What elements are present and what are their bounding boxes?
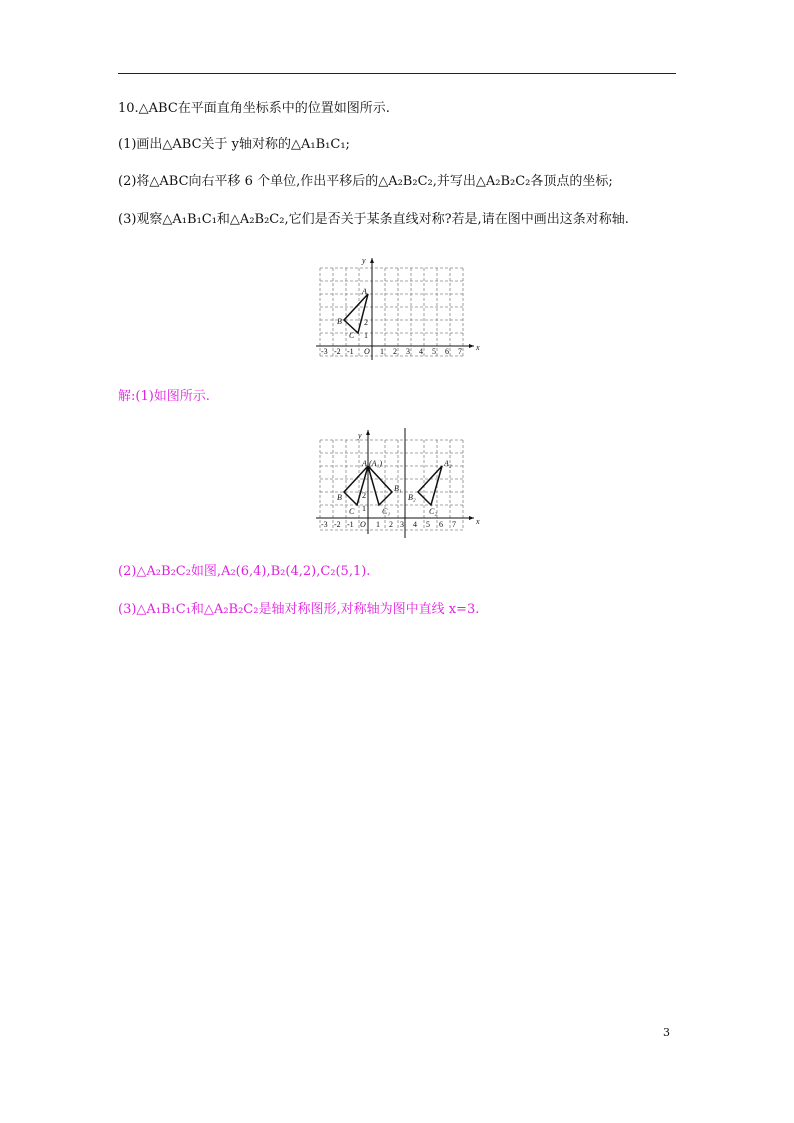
y-axis-label: y (358, 431, 362, 440)
question-part-1: (1)画出△ABC关于 y轴对称的△A₁B₁C₁; (118, 137, 350, 152)
answer-figure (312, 426, 484, 540)
tick-x-neg2: -2 (334, 347, 341, 356)
tick-x-1: 1 (380, 347, 384, 356)
label-b: B (337, 493, 342, 502)
tick-x-6: 6 (439, 520, 443, 529)
tick-x-2: 2 (389, 520, 393, 529)
tick-x-4: 4 (413, 520, 417, 529)
tick-x-neg1: -1 (347, 347, 354, 356)
label-b2: B₂ (408, 493, 416, 502)
label-b1: B₁ (394, 484, 402, 493)
tick-x-neg3: -3 (321, 347, 328, 356)
tick-x-5: 5 (432, 347, 436, 356)
tick-x-4: 4 (419, 347, 423, 356)
question-part-3: (3)观察△A₁B₁C₁和△A₂B₂C₂,它们是否关于某条直线对称?若是,请在图中画出这条对称轴. (118, 212, 629, 227)
tick-y-2: 2 (362, 491, 366, 500)
header-rule (118, 73, 676, 74)
y-axis-arrow (366, 430, 370, 435)
tick-x-1: 1 (376, 520, 380, 529)
label-b: B (337, 317, 342, 326)
tick-y-1: 1 (362, 504, 366, 513)
tick-x-3: 3 (400, 520, 404, 529)
x-axis-arrow (469, 516, 474, 520)
label-c: C (349, 507, 355, 516)
label-a1: (A₁) (369, 459, 382, 468)
origin-label: O (360, 520, 366, 529)
tick-x-neg3: -3 (321, 520, 328, 529)
question-part-2: (2)将△ABC向右平移 6 个单位,作出平移后的△A₂B₂C₂,并写出△A₂B₂C₂各顶点的坐标; (118, 174, 613, 189)
tick-x-7: 7 (452, 520, 456, 529)
label-c2: C₂ (429, 507, 438, 516)
triangle-a2b2c2 (418, 466, 442, 505)
question-intro: 10.△ABC在平面直角坐标系中的位置如图所示. (118, 101, 390, 116)
grid-lines (320, 440, 463, 530)
y-axis-arrow (370, 258, 374, 263)
x-axis-label: x (476, 517, 480, 526)
y-axis-label: y (362, 256, 366, 265)
triangle-abc (344, 294, 368, 333)
answer-part-1: 解:(1)如图所示. (118, 389, 210, 404)
tick-y-2: 2 (364, 318, 368, 327)
answer-part-2: (2)△A₂B₂C₂如图,A₂(6,4),B₂(4,2),C₂(5,1). (118, 564, 371, 579)
x-axis-arrow (469, 344, 474, 348)
tick-x-neg1: -1 (347, 520, 354, 529)
tick-x-neg2: -2 (334, 520, 341, 529)
origin-label: O (364, 347, 370, 356)
label-a: A (362, 459, 367, 468)
tick-x-6: 6 (445, 347, 449, 356)
tick-x-5: 5 (426, 520, 430, 529)
tick-x-7: 7 (458, 347, 462, 356)
answer-part-3: (3)△A₁B₁C₁和△A₂B₂C₂是轴对称图形,对称轴为图中直线 x=3. (118, 602, 480, 617)
tick-x-3: 3 (406, 347, 410, 356)
page-number: 3 (663, 1026, 670, 1039)
label-c1: C₁ (382, 507, 391, 516)
x-axis-label: x (476, 343, 480, 352)
label-c: C (349, 331, 355, 340)
tick-x-2: 2 (393, 347, 397, 356)
tick-y-1: 1 (364, 331, 368, 340)
triangle-a1b1c1 (368, 466, 392, 505)
label-a: A (362, 287, 367, 296)
question-figure (312, 254, 484, 364)
grid-lines (320, 268, 463, 356)
label-a2: A₂ (444, 459, 452, 468)
